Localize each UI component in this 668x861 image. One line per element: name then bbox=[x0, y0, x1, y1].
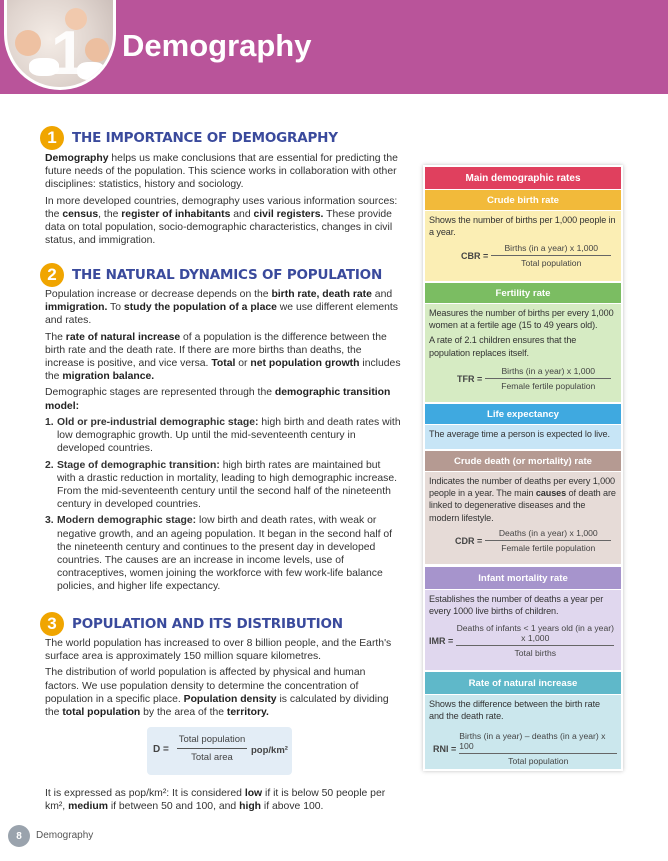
fraction-line bbox=[485, 540, 611, 541]
baby-figure bbox=[15, 30, 41, 56]
fraction-denominator: Female fertile population bbox=[501, 543, 596, 553]
paragraph: It is expressed as pop/km²: It is considered low if it is below 50 people per km², medium if between 50 and 100, and high if above 100. bbox=[45, 788, 386, 813]
crude-birth-rate-heading: Crude birth rate bbox=[425, 190, 621, 210]
section-number-badge: 2 bbox=[40, 263, 64, 287]
cdr-fraction bbox=[485, 528, 611, 553]
list-item: 1. Old or pre-industrial demographic stage: high birth and death rates with low demographic growth. Up until the mid-seventeenth century in developed countries. bbox=[45, 417, 401, 455]
formula-label: CBR = bbox=[461, 250, 489, 261]
paragraph: Demographic stages are represented through the demographic transition model: bbox=[45, 387, 391, 412]
fertility-rate-heading: Fertility rate bbox=[425, 283, 621, 303]
cbr-fraction bbox=[491, 243, 611, 268]
list-item: 3. Modern demographic stage: low birth and death rates, with weak or negative growth, and an ageing population. It began in the second half of the nineteenth century and continues to the present day in developed countries. The causes are an increase in income levels, use of contraceptives, women joining the workforce with few work-life balance policies, and higher life expectancy. bbox=[45, 515, 393, 593]
paragraph: Population increase or decrease depends on the birth rate, death rate and immigration. To study the population of a place we use different elements and rates. bbox=[45, 289, 399, 327]
transition-stage-list bbox=[45, 416, 401, 597]
fraction-line bbox=[456, 645, 614, 646]
fraction-numerator-factor: x 1,000 bbox=[521, 633, 550, 643]
fraction-denominator: Total population bbox=[508, 756, 569, 766]
cdr-formula bbox=[455, 528, 611, 553]
section-number-badge: 3 bbox=[40, 612, 64, 636]
formula-unit: pop/km² bbox=[251, 745, 288, 756]
fraction-line bbox=[459, 753, 617, 754]
section-number-badge: 1 bbox=[40, 126, 64, 150]
imr-fraction bbox=[456, 623, 614, 658]
formula-label: RNI = bbox=[433, 743, 457, 754]
life-expectancy-heading: Life expectancy bbox=[425, 404, 621, 424]
fraction-denominator: Female fertile population bbox=[501, 381, 596, 391]
section-title: THE IMPORTANCE OF DEMOGRAPHY bbox=[72, 130, 338, 146]
list-item: 2. Stage of demographic transition: high birth rates are maintained but with a drastic reduction in mortality, leading to high demographic increase. From the mid-seventeenth century until the second half of the nineteenth century in developed countries. bbox=[45, 459, 397, 511]
chapter-number: 1 bbox=[51, 19, 84, 88]
page-number: 8 bbox=[8, 825, 30, 847]
chapter-photo bbox=[4, 0, 116, 90]
fertility-rate-note: A rate of 2.1 children ensures that the population replaces itself. bbox=[429, 335, 577, 358]
fraction-line bbox=[491, 255, 611, 256]
density-fraction bbox=[177, 734, 247, 763]
formula-label: IMR = bbox=[429, 635, 454, 646]
density-classification-text bbox=[45, 787, 401, 816]
section-distribution-text bbox=[45, 637, 401, 722]
infant-mortality-desc: Establishes the number of deaths a year per every 1000 live births of children. bbox=[429, 594, 604, 617]
footer-label: Demography bbox=[36, 830, 94, 841]
paragraph: Demography helps us make conclusions that are essential for predicting the future needs of the population. This science works in collaboration with other disciplines: statistics, history and sociology. bbox=[45, 153, 398, 191]
fraction-denominator: Total population bbox=[521, 258, 582, 268]
section-importance-text bbox=[45, 152, 401, 250]
natural-increase-desc: Shows the difference between the birth rate and the death rate. bbox=[429, 699, 600, 722]
formula-label: CDR = bbox=[455, 535, 483, 546]
fertility-rate-desc: Measures the number of births per every 1,000 women at a fertile age (15 to 49 years old). bbox=[429, 308, 614, 331]
crude-death-rate-desc: Indicates the number of deaths per every 1,000 people in a year. The main causes of death are linked to degenerative diseases and the modern lifestyle. bbox=[429, 476, 616, 523]
crude-death-rate-heading: Crude death (or mortality) rate bbox=[425, 451, 621, 471]
section-title: POPULATION AND ITS DISTRIBUTION bbox=[72, 616, 343, 632]
tfr-formula bbox=[457, 366, 611, 391]
section-heading-dynamics bbox=[40, 263, 382, 287]
section-heading-distribution bbox=[40, 612, 343, 636]
chapter-header bbox=[0, 0, 668, 94]
paragraph: The distribution of world population is affected by physical and human factors. We use population density to determine the concentration of population in a specific place. Population density is calculated by dividing the total population by the area of the territory. bbox=[45, 667, 389, 719]
tfr-fraction bbox=[485, 366, 611, 391]
formula-label: D = bbox=[153, 744, 169, 755]
rni-fraction bbox=[459, 731, 617, 766]
fraction-denominator: Total births bbox=[514, 648, 557, 658]
paragraph: The rate of natural increase of a population is the difference between the birth rate and the death rate. If there are more births than deaths, the increase is positive, and vice versa. Total or net population growth includes the migration balance. bbox=[45, 331, 401, 383]
chapter-title: Demography bbox=[122, 28, 312, 63]
fraction-numerator: Births (in a year) x 1,000 bbox=[501, 366, 596, 376]
demographic-rates-panel bbox=[423, 165, 623, 771]
infant-mortality-heading: Infant mortality rate bbox=[425, 567, 621, 589]
panel-title: Main demographic rates bbox=[425, 167, 621, 189]
crude-birth-rate-desc: Shows the number of births per 1,000 people in a year. bbox=[429, 215, 616, 238]
fraction-numerator: Deaths (in a year) x 1,000 bbox=[498, 528, 598, 538]
rni-formula bbox=[433, 731, 617, 766]
formula-label: TFR = bbox=[457, 373, 483, 384]
paragraph: In more developed countries, demography uses various information sources: the census, the register of inhabitants and civil registers. These provide data on total population, socio-demographic characteristics, changes in civil status, and immigration. bbox=[45, 195, 398, 247]
fraction-numerator: Total population bbox=[178, 734, 246, 745]
cbr-formula bbox=[461, 243, 611, 268]
natural-increase-heading: Rate of natural increase bbox=[425, 672, 621, 694]
section-dynamics-text bbox=[45, 288, 401, 416]
fraction-line bbox=[177, 748, 247, 749]
fraction-numerator: Births (in a year) x 1,000 bbox=[504, 243, 599, 253]
paragraph: The world population has increased to over 8 billion people, and the Earth's surface area is approximately 150 million square kilometres. bbox=[45, 638, 392, 663]
fraction-numerator: Deaths of infants < 1 years old (in a year) bbox=[456, 623, 614, 633]
fraction-numerator: Births (in a year) – deaths (in a year) x 100 bbox=[459, 731, 606, 751]
density-formula-box bbox=[147, 727, 292, 775]
section-heading-importance bbox=[40, 126, 338, 150]
imr-formula bbox=[429, 623, 614, 658]
section-title: THE NATURAL DYNAMICS OF POPULATION bbox=[72, 267, 383, 283]
fraction-denominator: Total area bbox=[191, 752, 233, 763]
life-expectancy-body bbox=[425, 425, 621, 449]
baby-figure bbox=[85, 38, 109, 62]
life-expectancy-desc: The average time a person is expected lo live. bbox=[429, 429, 610, 439]
fraction-line bbox=[485, 378, 611, 379]
